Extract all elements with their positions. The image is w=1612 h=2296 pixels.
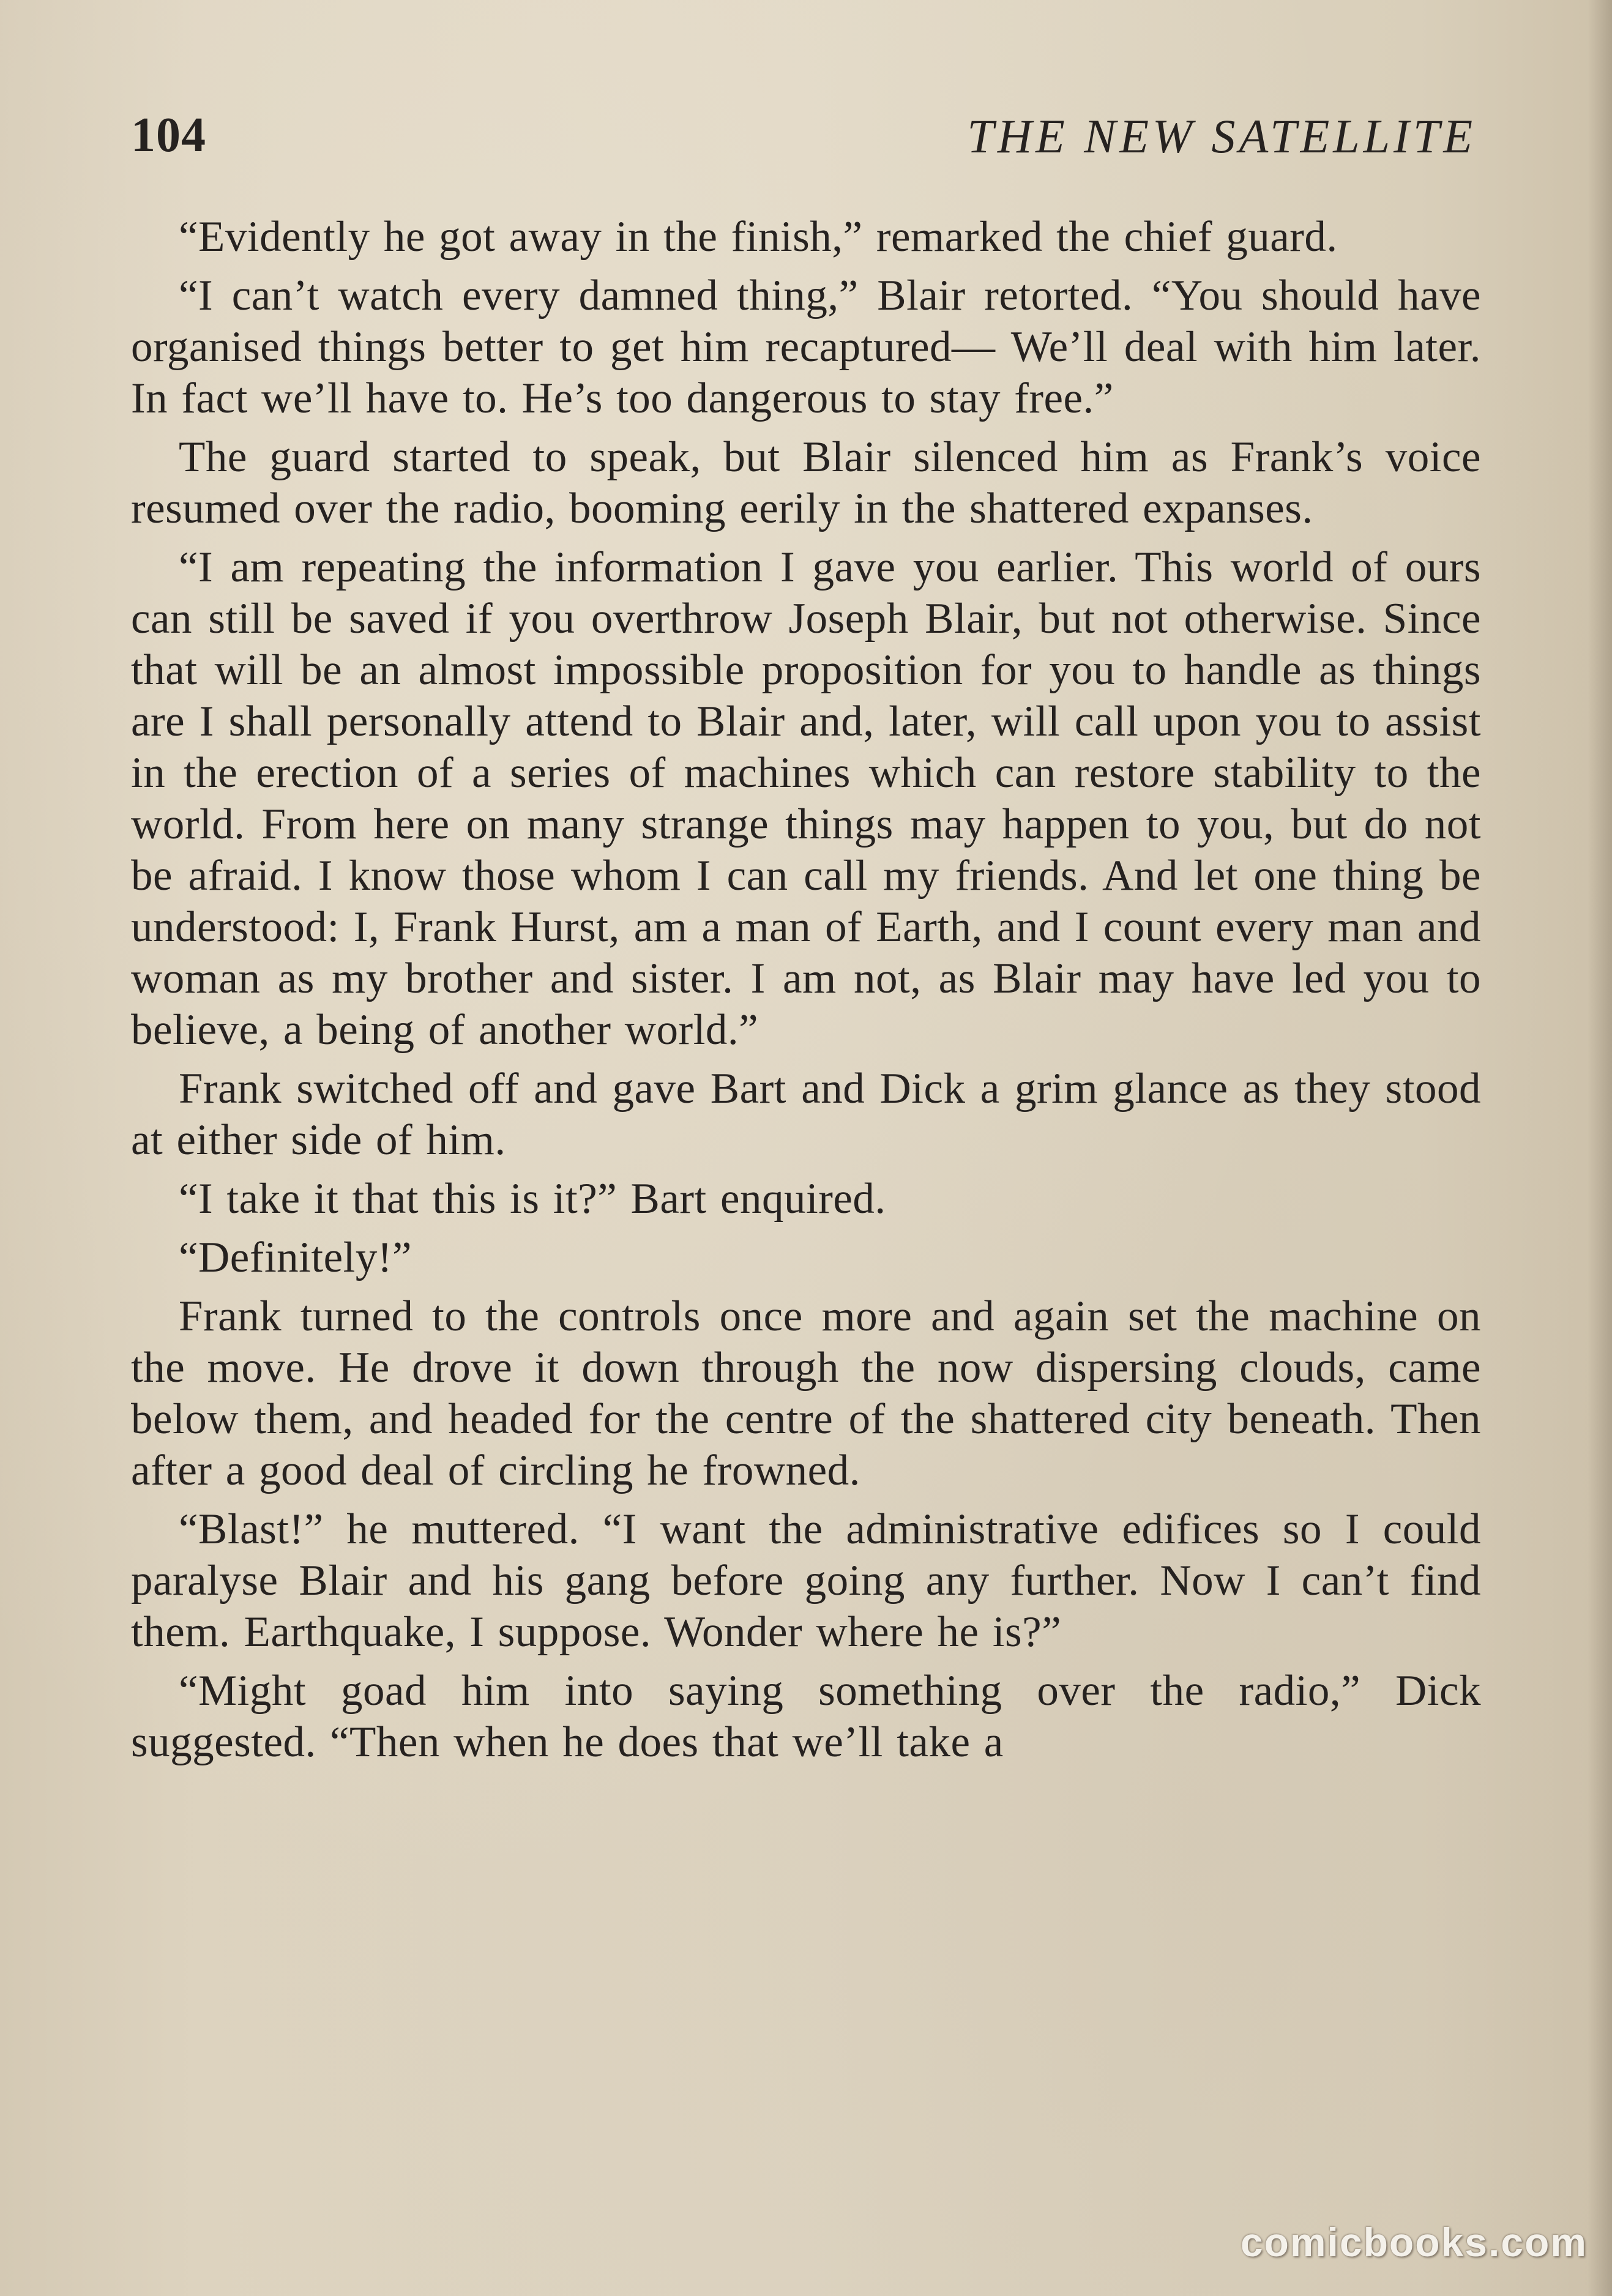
paragraph: “I take it that this is it?” Bart enquired. <box>179 1175 886 1223</box>
watermark: comicbooks.com <box>1240 2220 1588 2265</box>
page-number: 104 <box>131 108 206 162</box>
running-title: THE NEW SATELLITE <box>967 110 1476 163</box>
body-text <box>131 211 1481 1775</box>
page-header <box>131 108 1476 175</box>
paragraph: Frank turned to the controls once more and again set the machine on the move. He drove it down through the now dispersing clouds, came below them, and headed for the centre of the shattered city beneath. Then after a good deal of circling he frowned. <box>131 1292 1481 1494</box>
paragraph: The guard started to speak, but Blair silenced him as Frank’s voice resumed over the radio, booming eerily in the shattered expanses. <box>131 433 1481 532</box>
paragraph: “I can’t watch every damned thing,” Blair retorted. “You should have organised things better to get him recaptured— We’ll deal with him later. In fact we’ll have to. He’s too dangerous to stay free.” <box>131 272 1481 422</box>
paragraph: Frank switched off and gave Bart and Dick a grim glance as they stood at either side of him. <box>131 1065 1481 1164</box>
page-edge-shadow <box>1588 0 1612 2296</box>
paragraph: “I am repeating the information I gave you earlier. This world of ours can still be saved if you overthrow Joseph Blair, but not otherwise. Since that will be an almost impossible proposition for you to handle as things are I shall personally attend to Blair and, later, will call upon you to assist in the erection of a series of machines which can restore stability to the world. From here on many strange things may happen to you, but do not be afraid. I know those whom I can call my friends. And let one thing be understood: I, Frank Hurst, am a man of Earth, and I count every man and woman as my brother and sister. I am not, as Blair may have led you to believe, a being of another world.” <box>131 543 1481 1054</box>
paragraph: “Definitely!” <box>179 1234 412 1281</box>
paragraph: “Evidently he got away in the finish,” remarked the chief guard. <box>179 213 1338 261</box>
paragraph: “Blast!” he muttered. “I want the administrative edifices so I could paralyse Blair and his gang before going any further. Now I can’t find them. Earthquake, I suppose. Wonder where he is?” <box>131 1505 1481 1656</box>
paragraph: “Might goad him into saying something over the radio,” Dick suggested. “Then when he does that we’ll take a <box>131 1667 1481 1766</box>
